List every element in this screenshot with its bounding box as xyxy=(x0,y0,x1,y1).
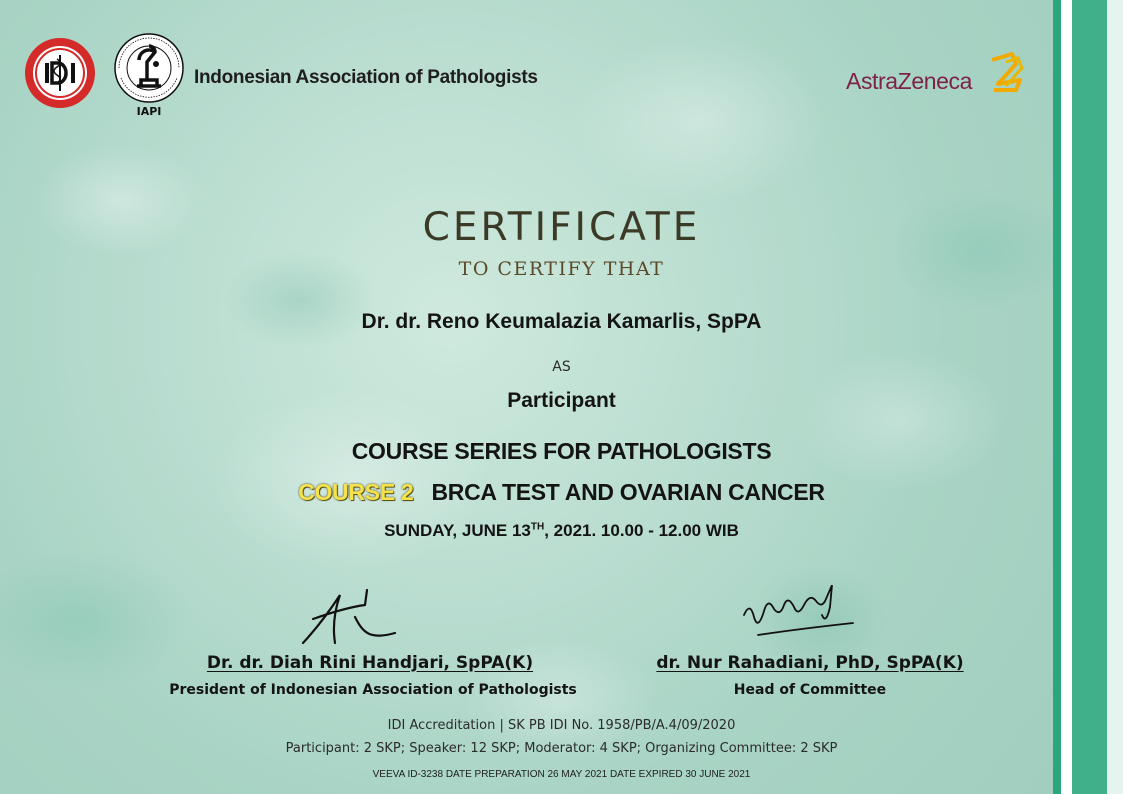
sponsor-name: AstraZeneca xyxy=(846,68,972,94)
course-line xyxy=(0,479,1123,506)
sponsor-logo-icon xyxy=(986,50,1028,94)
date-rest: , 2021. 10.00 - 12.00 WIB xyxy=(544,521,739,540)
signatory-position-head: Head of Committee xyxy=(733,682,887,698)
course-series-title: COURSE SERIES FOR PATHOLOGISTS xyxy=(351,438,772,464)
accreditation-text: IDI Accreditation | SK PB IDI No. 1958/PB/A.4/09/2020 xyxy=(387,718,736,733)
association-name: Indonesian Association of Pathologists xyxy=(194,67,538,88)
date-main: SUNDAY, JUNE 13 xyxy=(384,521,531,540)
participant-role: Participant xyxy=(507,389,616,412)
course-date xyxy=(0,521,1123,541)
iapi-logo xyxy=(107,20,191,120)
idi-logo xyxy=(23,36,97,110)
signature-head-committee xyxy=(738,585,863,645)
date-suffix: TH xyxy=(530,521,545,533)
veeva-text: VEEVA ID-3238 DATE PREPARATION 26 MAY 2021 DATE EXPIRED 30 JUNE 2021 xyxy=(372,769,751,780)
skp-text: Participant: 2 SKP; Speaker: 12 SKP; Moderator: 4 SKP; Organizing Committee: 2 SKP xyxy=(285,741,838,756)
course-number: COURSE 2 xyxy=(298,479,414,505)
certificate-title: CERTIFICATE xyxy=(422,205,701,250)
course-name: BRCA TEST AND OVARIAN CANCER xyxy=(431,479,825,505)
certificate-subtitle: TO CERTIFY THAT xyxy=(458,258,665,280)
signatory-name-head: dr. Nur Rahadiani, PhD, SpPA(K) xyxy=(656,653,964,673)
recipient-name: Dr. dr. Reno Keumalazia Kamarlis, SpPA xyxy=(361,310,762,333)
as-label: AS xyxy=(552,359,571,375)
signature-president xyxy=(295,585,405,647)
signatory-position-president: President of Indonesian Association of Pathologists xyxy=(169,682,577,698)
signatory-name-president: Dr. dr. Diah Rini Handjari, SpPA(K) xyxy=(206,653,534,673)
iapi-logo-text: IAPI xyxy=(136,105,162,118)
